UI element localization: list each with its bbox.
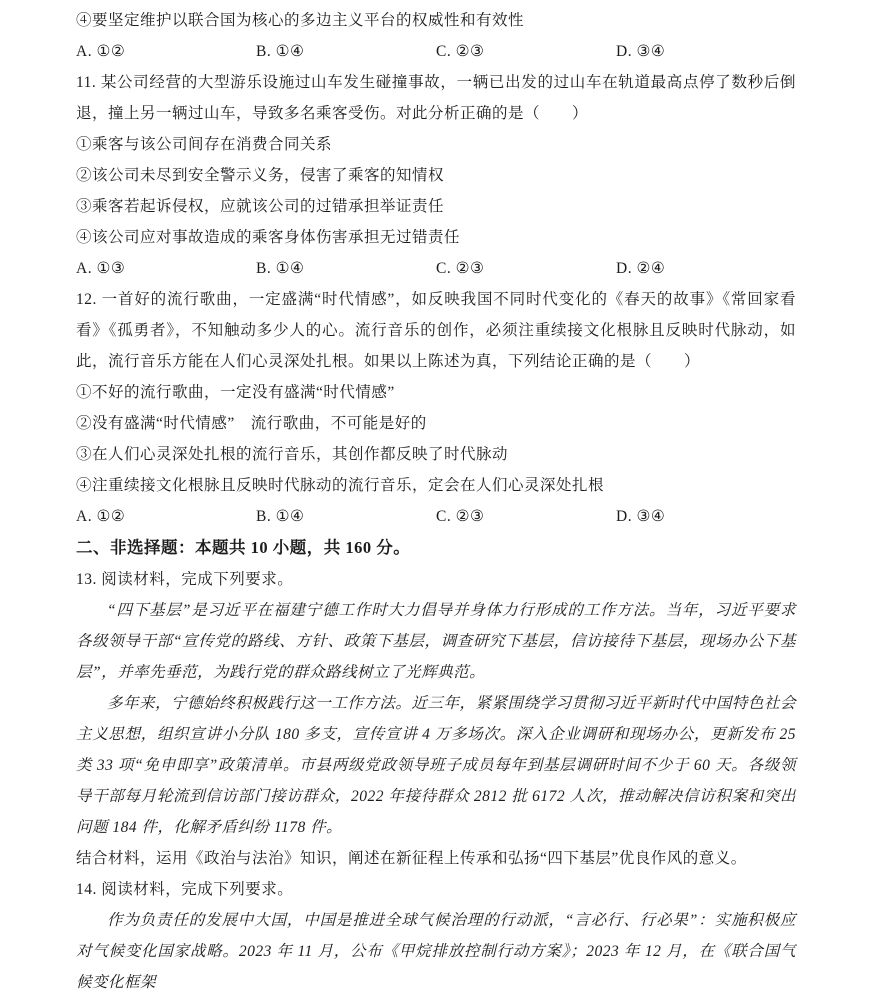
q11-stem: 11. 某公司经营的大型游乐设施过山车发生碰撞事故，一辆已出发的过山车在轨道最高点停了数秒后倒退，撞上另一辆过山车，导致多名乘客受伤。对此分析正确的是（ ）: [76, 74, 796, 122]
q13-material-para-1: “四下基层”是习近平在福建宁德工作时大力倡导并身体力行形成的工作方法。当年，习近平要求各级领导干部“宣传党的路线、方针、政策下基层，调查研究下基层，信访接待下基层，现场办公下基层”，并率先垂范，为践行党的群众路线树立了光辉典范。: [76, 602, 796, 681]
q12-choices-row: [76, 501, 796, 532]
q12-option-3: ③在人们心灵深处扎根的流行音乐，其创作都反映了时代脉动: [76, 446, 509, 463]
q11-choices-row: [76, 253, 796, 284]
q13-task: 结合材料，运用《政治与法治》知识，阐述在新征程上传承和弘扬“四下基层”优良作风的意义。: [76, 850, 747, 867]
q11-option-1: ①乘客与该公司间存在消费合同关系: [76, 136, 333, 153]
section-2-header: 二、非选择题：本题共 10 小题，共 160 分。: [76, 538, 411, 557]
q12-choice-c: C. ②③: [436, 508, 485, 525]
q11-choice-d: D. ②④: [616, 260, 666, 277]
q10-choice-b: B. ①④: [256, 43, 305, 60]
q12-option-2: ②没有盛满“时代情感” 流行歌曲，不可能是好的: [76, 415, 427, 432]
q13-intro: 13. 阅读材料，完成下列要求。: [76, 571, 294, 588]
q11-choice-b: B. ①④: [256, 260, 305, 277]
q14-material-para-1: 作为负责任的发展中大国，中国是推进全球气候治理的行动派，“言必行、行必果”：实施积极应对气候变化国家战略。2023 年 11 月，公布《甲烷排放控制行动方案》；2023 年 12 月，在《联合国气候变化框架: [76, 912, 796, 991]
q13-material-para-2: 多年来，宁德始终积极践行这一工作方法。近三年，紧紧围绕学习贯彻习近平新时代中国特色社会主义思想，组织宣讲小分队 180 多支，宣传宣讲 4 万多场次。深入企业调研和现场办公，更新发布 25 类 33 项“免申即享”政策清单。市县两级党政领导班子成员每年到基层调研时间不少于 60 天。各级领导干部每月轮流到信访部门接访群众，2022 年接待群众 2812 批 6172 人次，推动解决信访积案和突出问题 184 件，化解矛盾纠纷 1178 件。: [76, 695, 796, 836]
q14-intro: 14. 阅读材料，完成下列要求。: [76, 881, 294, 898]
q10-choice-c: C. ②③: [436, 43, 485, 60]
q10-option-4: ④要坚定维护以联合国为核心的多边主义平台的权威性和有效性: [76, 12, 525, 29]
q11-option-4: ④该公司应对事故造成的乘客身体伤害承担无过错责任: [76, 229, 461, 246]
q12-choice-b: B. ①④: [256, 508, 305, 525]
q12-option-4: ④注重续接文化根脉且反映时代脉动的流行音乐，定会在人们心灵深处扎根: [76, 477, 605, 494]
q10-choice-a: A. ①②: [76, 43, 126, 60]
q11-choice-a: A. ①③: [76, 260, 126, 277]
q12-option-1: ①不好的流行歌曲，一定没有盛满“时代情感”: [76, 384, 395, 401]
q12-stem: 12. 一首好的流行歌曲，一定盛满“时代情感”，如反映我国不同时代变化的《春天的故事》《常回家看看》《孤勇者》，不知触动多少人的心。流行音乐的创作，必须注重续接文化根脉且反映时代脉动，如此，流行音乐方能在人们心灵深处扎根。如果以上陈述为真，下列结论正确的是（ ）: [76, 291, 796, 370]
q10-choice-d: D. ③④: [616, 43, 666, 60]
q10-choices-row: [76, 36, 796, 67]
q11-option-3: ③乘客若起诉侵权，应就该公司的过错承担举证责任: [76, 198, 445, 215]
q11-choice-c: C. ②③: [436, 260, 485, 277]
q12-choice-d: D. ③④: [616, 508, 666, 525]
q11-option-2: ②该公司未尽到安全警示义务，侵害了乘客的知情权: [76, 167, 445, 184]
q12-choice-a: A. ①②: [76, 508, 126, 525]
